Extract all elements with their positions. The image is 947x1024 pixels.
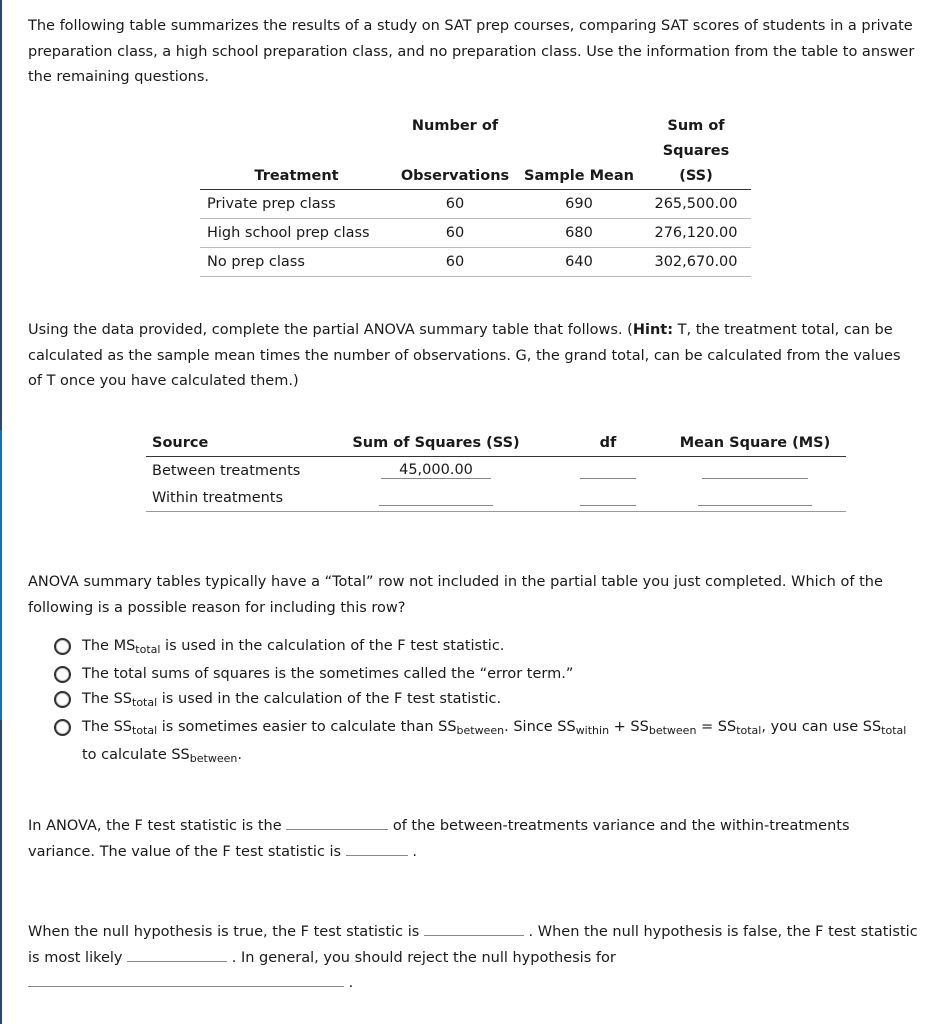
treatment-header: Treatment bbox=[200, 139, 393, 190]
anova-instructions: Using the data provided, complete the partial ANOVA summary table that follows. (Hint: T, the treatment total, can be calculated as the sample mean times the number of observations. G, the grand total, can be calculated from the values of T once you have calculated them.) bbox=[28, 322, 901, 389]
table-row: No prep class 60 640 302,670.00 bbox=[200, 248, 751, 277]
anova-summary-table bbox=[146, 430, 846, 512]
ss-within-input[interactable] bbox=[379, 489, 493, 506]
df-within-input[interactable] bbox=[580, 489, 636, 506]
ss-header: Sum of Squares (SS) bbox=[320, 430, 552, 457]
hint-label: Hint: bbox=[632, 322, 674, 338]
source-header: Source bbox=[146, 430, 320, 457]
ss-header-line1: Sum of bbox=[667, 118, 725, 134]
radio-button[interactable] bbox=[54, 666, 71, 683]
f-test-question: In ANOVA, the F test statistic is the of the between-treatments variance and the within-treatments variance. The value of the F test statistic is . bbox=[28, 814, 918, 865]
left-border-accent bbox=[0, 430, 2, 720]
ms-within-input[interactable] bbox=[698, 489, 812, 506]
radio-button[interactable] bbox=[54, 638, 71, 655]
ss-between-value: 45,000.00 bbox=[381, 462, 491, 479]
f-value-dropdown[interactable] bbox=[346, 841, 408, 856]
intro-paragraph: The following table summarizes the results of a study on SAT prep courses, comparing SAT scores of students in a private preparation class, a high school preparation class, and no preparation class. Use the information from the table to answer the remaining questions. bbox=[28, 18, 915, 85]
answer-options bbox=[52, 634, 922, 771]
null-hypothesis-question: When the null hypothesis is true, the F test statistic is . When the null hypothesis is false, the F test statistic is most likely . In general, you should reject the null hypothesis for . bbox=[28, 920, 918, 997]
f-null-true-dropdown[interactable] bbox=[424, 921, 524, 936]
obs-header-line1: Number of bbox=[411, 118, 499, 134]
reject-region-dropdown[interactable] bbox=[28, 972, 344, 987]
df-header: df bbox=[552, 430, 664, 457]
ms-between-input[interactable] bbox=[702, 462, 808, 479]
mean-header: Sample Mean bbox=[517, 139, 641, 190]
f-ratio-dropdown[interactable] bbox=[286, 815, 388, 830]
option-ss-total-easier[interactable]: The $SS_{total}$ is sometimes easier to calculate than $SS_{between}$. Since $SS_{within} + SS_{between} = SS_{total}$, you can use $SS_{total}$ to calculate $SS_{between}$. bbox=[52, 715, 922, 771]
table-row: Within treatments bbox=[146, 484, 846, 512]
df-between-input[interactable] bbox=[580, 462, 636, 479]
table-row: Between treatments 45,000.00 bbox=[146, 457, 846, 485]
table-row: High school prep class 60 680 276,120.00 bbox=[200, 219, 751, 248]
total-row-question: ANOVA summary tables typically have a “Total” row not included in the partial table you just completed. Which of the following is a possible reason for including this row? bbox=[28, 574, 883, 616]
obs-header-line2: Observations bbox=[393, 139, 517, 190]
ms-header: Mean Square (MS) bbox=[664, 430, 846, 457]
table-row: Private prep class 60 690 265,500.00 bbox=[200, 190, 751, 219]
option-ss-total-f[interactable]: The $SS_{total}$ is used in the calculation of the F test statistic. bbox=[52, 687, 922, 715]
sat-summary-table bbox=[200, 114, 751, 277]
f-null-false-dropdown[interactable] bbox=[127, 947, 227, 962]
radio-button[interactable] bbox=[54, 691, 71, 708]
radio-button[interactable] bbox=[54, 719, 71, 736]
ss-header-line2: Squares (SS) bbox=[641, 139, 751, 190]
option-error-term[interactable]: The total sums of squares is the sometimes called the “error term.” bbox=[52, 662, 922, 687]
option-ms-total[interactable]: The $MS_{total}$ is used in the calculation of the F test statistic. bbox=[52, 634, 922, 662]
